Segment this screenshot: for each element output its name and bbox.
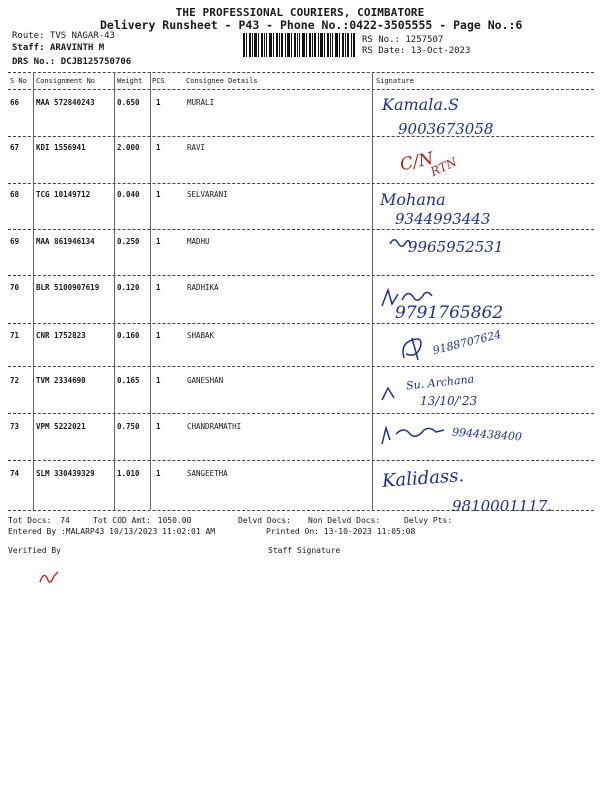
row-rule <box>8 460 594 461</box>
row-consignee: RADHIKA <box>187 283 219 292</box>
row-rule <box>8 323 594 324</box>
col-header-consignment: Consignment No <box>36 77 96 85</box>
tot-docs <box>8 516 70 525</box>
row-rule <box>8 275 594 276</box>
col-header-signature: Signature <box>376 77 414 85</box>
row-sno: 67 <box>10 143 20 152</box>
row-consignee: CHANDRAMATHI <box>187 422 242 431</box>
printed-on: Printed On: 13-10-2023 11:05:08 <box>266 527 416 536</box>
row-consignee: SANGEETHA <box>187 469 228 478</box>
barcode-image <box>243 33 355 57</box>
staff-value: ARAVINTH M <box>49 43 105 53</box>
row-pcs: 1 <box>156 331 161 340</box>
company-title: THE PROFESSIONAL COURIERS, COIMBATORE <box>175 6 425 19</box>
handwritten-signature: Kalidass. <box>381 465 465 492</box>
row-consignment: KDI 1556941 <box>36 143 86 152</box>
handwritten-note: RTN <box>428 154 460 180</box>
row-sno: 68 <box>10 190 20 199</box>
row-sno: 70 <box>10 283 20 292</box>
row-sno: 74 <box>10 469 20 478</box>
handwritten-phone: 9188707624 <box>431 327 503 358</box>
row-weight: 0.250 <box>117 237 140 246</box>
col-divider <box>372 72 373 510</box>
header-rule <box>8 89 594 90</box>
row-consignment: MAA 572840243 <box>36 98 95 107</box>
signature-scribble <box>398 334 432 362</box>
handwritten-note: C/N <box>398 148 436 176</box>
tot-docs-label: Tot Docs: <box>8 516 52 525</box>
tot-cod-label: Tot COD Amt: <box>93 516 151 525</box>
handwritten-date: 13/10/'23 <box>420 394 478 408</box>
row-pcs: 1 <box>156 143 161 152</box>
handwritten-signature: Su. Archana <box>405 372 475 393</box>
row-weight: 0.120 <box>117 283 140 292</box>
row-weight: 0.160 <box>117 331 140 340</box>
row-pcs: 1 <box>156 376 161 385</box>
row-weight: 0.040 <box>117 190 140 199</box>
row-rule <box>8 136 594 137</box>
row-rule <box>8 229 594 230</box>
row-consignee: GANESHAN <box>187 376 224 385</box>
row-consignee: MADHU <box>187 237 210 246</box>
runsheet-subtitle: Delivery Runsheet - P43 - Phone No.:0422-3505555 - Page No.:6 <box>100 18 523 32</box>
row-pcs: 1 <box>156 422 161 431</box>
row-sno: 71 <box>10 331 20 340</box>
route-line <box>12 31 115 41</box>
row-pcs: 1 <box>156 98 161 107</box>
col-divider <box>33 72 34 510</box>
row-rule <box>8 413 594 414</box>
col-header-weight: Weight <box>117 77 143 85</box>
delvy-pts-label: Delvy Pts: <box>404 516 453 525</box>
row-pcs: 1 <box>156 237 161 246</box>
delvd-docs-label: Delvd Docs: <box>238 516 291 525</box>
row-consignment: MAA 861946134 <box>36 237 95 246</box>
handwritten-signature: Kamala.S <box>382 95 459 114</box>
staff-signature-label: Staff Signature <box>268 546 341 555</box>
non-delvd-docs-label: Non Delvd Docs: <box>308 516 381 525</box>
row-consignee: SELVARANI <box>187 190 228 199</box>
col-divider <box>150 72 151 510</box>
signature-scribble <box>380 386 398 402</box>
col-header-sno: S No <box>10 77 27 85</box>
rs-no-line <box>362 35 443 45</box>
verifier-initials <box>36 566 60 588</box>
entered-by: Entered By :MALARP43 10/13/2023 11:02:01 AM <box>8 527 216 536</box>
signature-scribble <box>378 424 448 446</box>
row-weight: 0.165 <box>117 376 140 385</box>
row-consignment: CNR 1752823 <box>36 331 86 340</box>
row-pcs: 1 <box>156 469 161 478</box>
col-header-pcs: PCS <box>152 77 165 85</box>
handwritten-phone: 9344993443 <box>395 210 491 228</box>
route-value: TVS NAGAR-43 <box>49 31 115 41</box>
rs-date-line <box>362 46 470 56</box>
handwritten-phone: 9791765862 <box>395 303 504 323</box>
tot-cod <box>93 516 191 525</box>
row-sno: 73 <box>10 422 20 431</box>
row-consignment: BLR 5100907619 <box>36 283 100 292</box>
col-header-consignee: Consignee Details <box>186 77 258 85</box>
table-bottom-rule <box>8 510 594 511</box>
row-consignee: RAVI <box>187 143 206 152</box>
row-pcs: 1 <box>156 283 161 292</box>
handwritten-signature: Mohana <box>380 190 446 209</box>
row-consignment: TVM 2334690 <box>36 376 86 385</box>
row-consignment: TCG 10149712 <box>36 190 91 199</box>
row-sno: 72 <box>10 376 20 385</box>
drs-label: DRS No.: <box>12 57 56 67</box>
rs-date-value: 13-Oct-2023 <box>410 46 471 56</box>
row-rule <box>8 366 594 367</box>
drs-line <box>12 57 131 67</box>
handwritten-phone: 9965952531 <box>408 238 504 256</box>
rs-date-label: RS Date: <box>362 46 406 56</box>
row-weight: 0.650 <box>117 98 140 107</box>
row-weight: 1.010 <box>117 469 140 478</box>
row-weight: 0.750 <box>117 422 140 431</box>
staff-line <box>12 43 104 53</box>
row-weight: 2.000 <box>117 143 140 152</box>
row-sno: 66 <box>10 98 20 107</box>
row-rule <box>8 183 594 184</box>
route-label: Route: <box>12 31 45 41</box>
drs-value: DCJB125750706 <box>60 57 132 67</box>
row-pcs: 1 <box>156 190 161 199</box>
tot-cod-value: 1050.00 <box>157 516 192 525</box>
handwritten-phone: 9003673058 <box>398 120 494 138</box>
handwritten-phone: 9944438400 <box>451 425 523 444</box>
row-consignment: SLM 330439329 <box>36 469 95 478</box>
row-consignment: VPM 5222021 <box>36 422 86 431</box>
table-top-rule <box>8 72 594 73</box>
rs-no-value: 1257507 <box>405 35 444 45</box>
row-consignee: MURALI <box>187 98 215 107</box>
handwritten-phone: 9810001117. <box>452 497 553 515</box>
col-divider <box>114 72 115 510</box>
tot-docs-value: 74 <box>60 516 70 525</box>
row-consignee: SHABAK <box>187 331 215 340</box>
staff-label: Staff: <box>12 43 45 53</box>
row-sno: 69 <box>10 237 20 246</box>
verified-by-label: Verified By <box>8 546 61 555</box>
rs-no-label: RS No.: <box>362 35 400 45</box>
